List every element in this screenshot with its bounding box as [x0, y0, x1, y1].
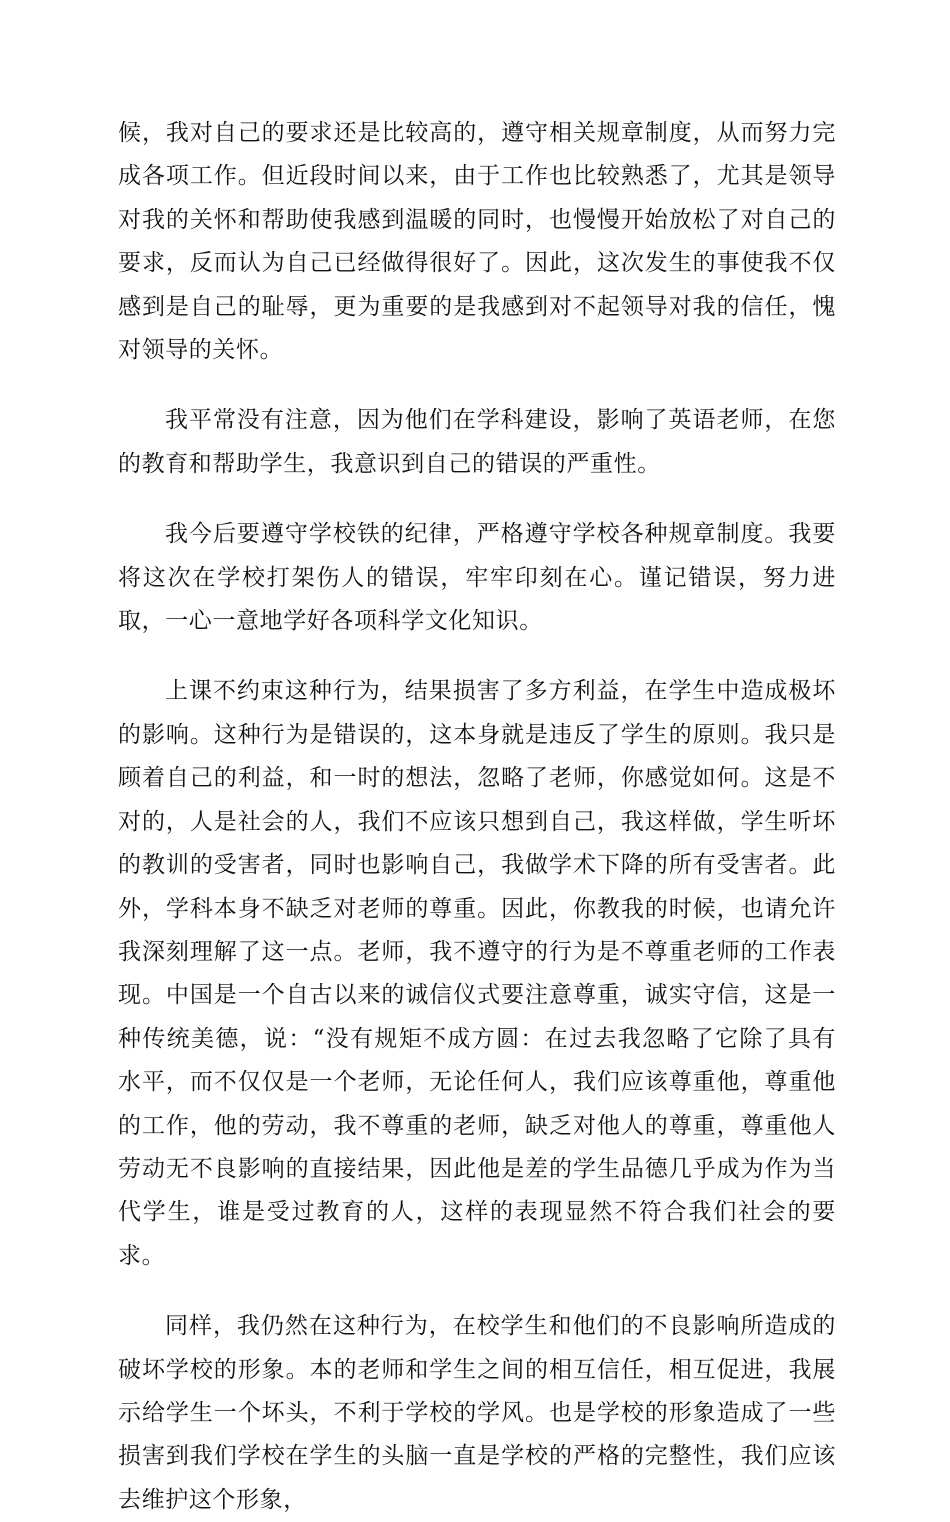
- paragraph: 同样，我仍然在这种行为，在校学生和他们的不良影响所造成的破坏学校的形象。本的老师和学生之间的相互信任，相互促进，我展示给学生一个坏头，不利于学校的学风。也是学校的形象造成了一些损害到我们学校在学生的头脑一直是学校的严格的完整性，我们应该去维护这个形象，: [118, 1313, 836, 1513]
- paragraph: 上课不约束这种行为，结果损害了多方利益，在学生中造成极坏的影响。这种行为是错误的，这本身就是违反了学生的原则。我只是顾着自己的利益，和一时的想法，忽略了老师，你感觉如何。这是不对的，人是社会的人，我们不应该只想到自己，我这样做，学生听坏的教训的受害者，同时也影响自己，我做学术下降的所有受害者。此外，学科本身不缺乏对老师的尊重。因此，你教我的时候，也请允许我深刻理解了这一点。老师，我不遵守的行为是不尊重老师的工作表现。中国是一个自古以来的诚信仪式要注意尊重，诚实守信，这是一种传统美德，说：“没有规矩不成方圆：在过去我忽略了它除了具有水平，而不仅仅是一个老师，无论任何人，我们应该尊重他，尊重他的工作，他的劳动，我不尊重的老师，缺乏对他人的尊重，尊重他人劳动无不良影响的直接结果，因此他是差的学生品德几乎成为作为当代学生，谁是受过教育的人，这样的表现显然不符合我们社会的要求。: [118, 678, 836, 1269]
- paragraph: 我今后要遵守学校铁的纪律，严格遵守学校各种规章制度。我要将这次在学校打架伤人的错误，牢牢印刻在心。谨记错误，努力进取，一心一意地学好各项科学文化知识。: [118, 521, 836, 635]
- document-body: [118, 112, 836, 1522]
- paragraph-continued: 候，我对自己的要求还是比较高的，遵守相关规章制度，从而努力完成各项工作。但近段时间以来，由于工作也比较熟悉了，尤其是领导对我的关怀和帮助使我感到温暖的同时，也慢慢开始放松了对自己的要求，反而认为自己已经做得很好了。因此，这次发生的事使我不仅感到是自己的耻辱，更为重要的是我感到对不起领导对我的信任，愧对领导的关怀。: [118, 120, 836, 364]
- paragraph: 我平常没有注意，因为他们在学科建设，影响了英语老师，在您的教育和帮助学生，我意识到自己的错误的严重性。: [118, 407, 836, 477]
